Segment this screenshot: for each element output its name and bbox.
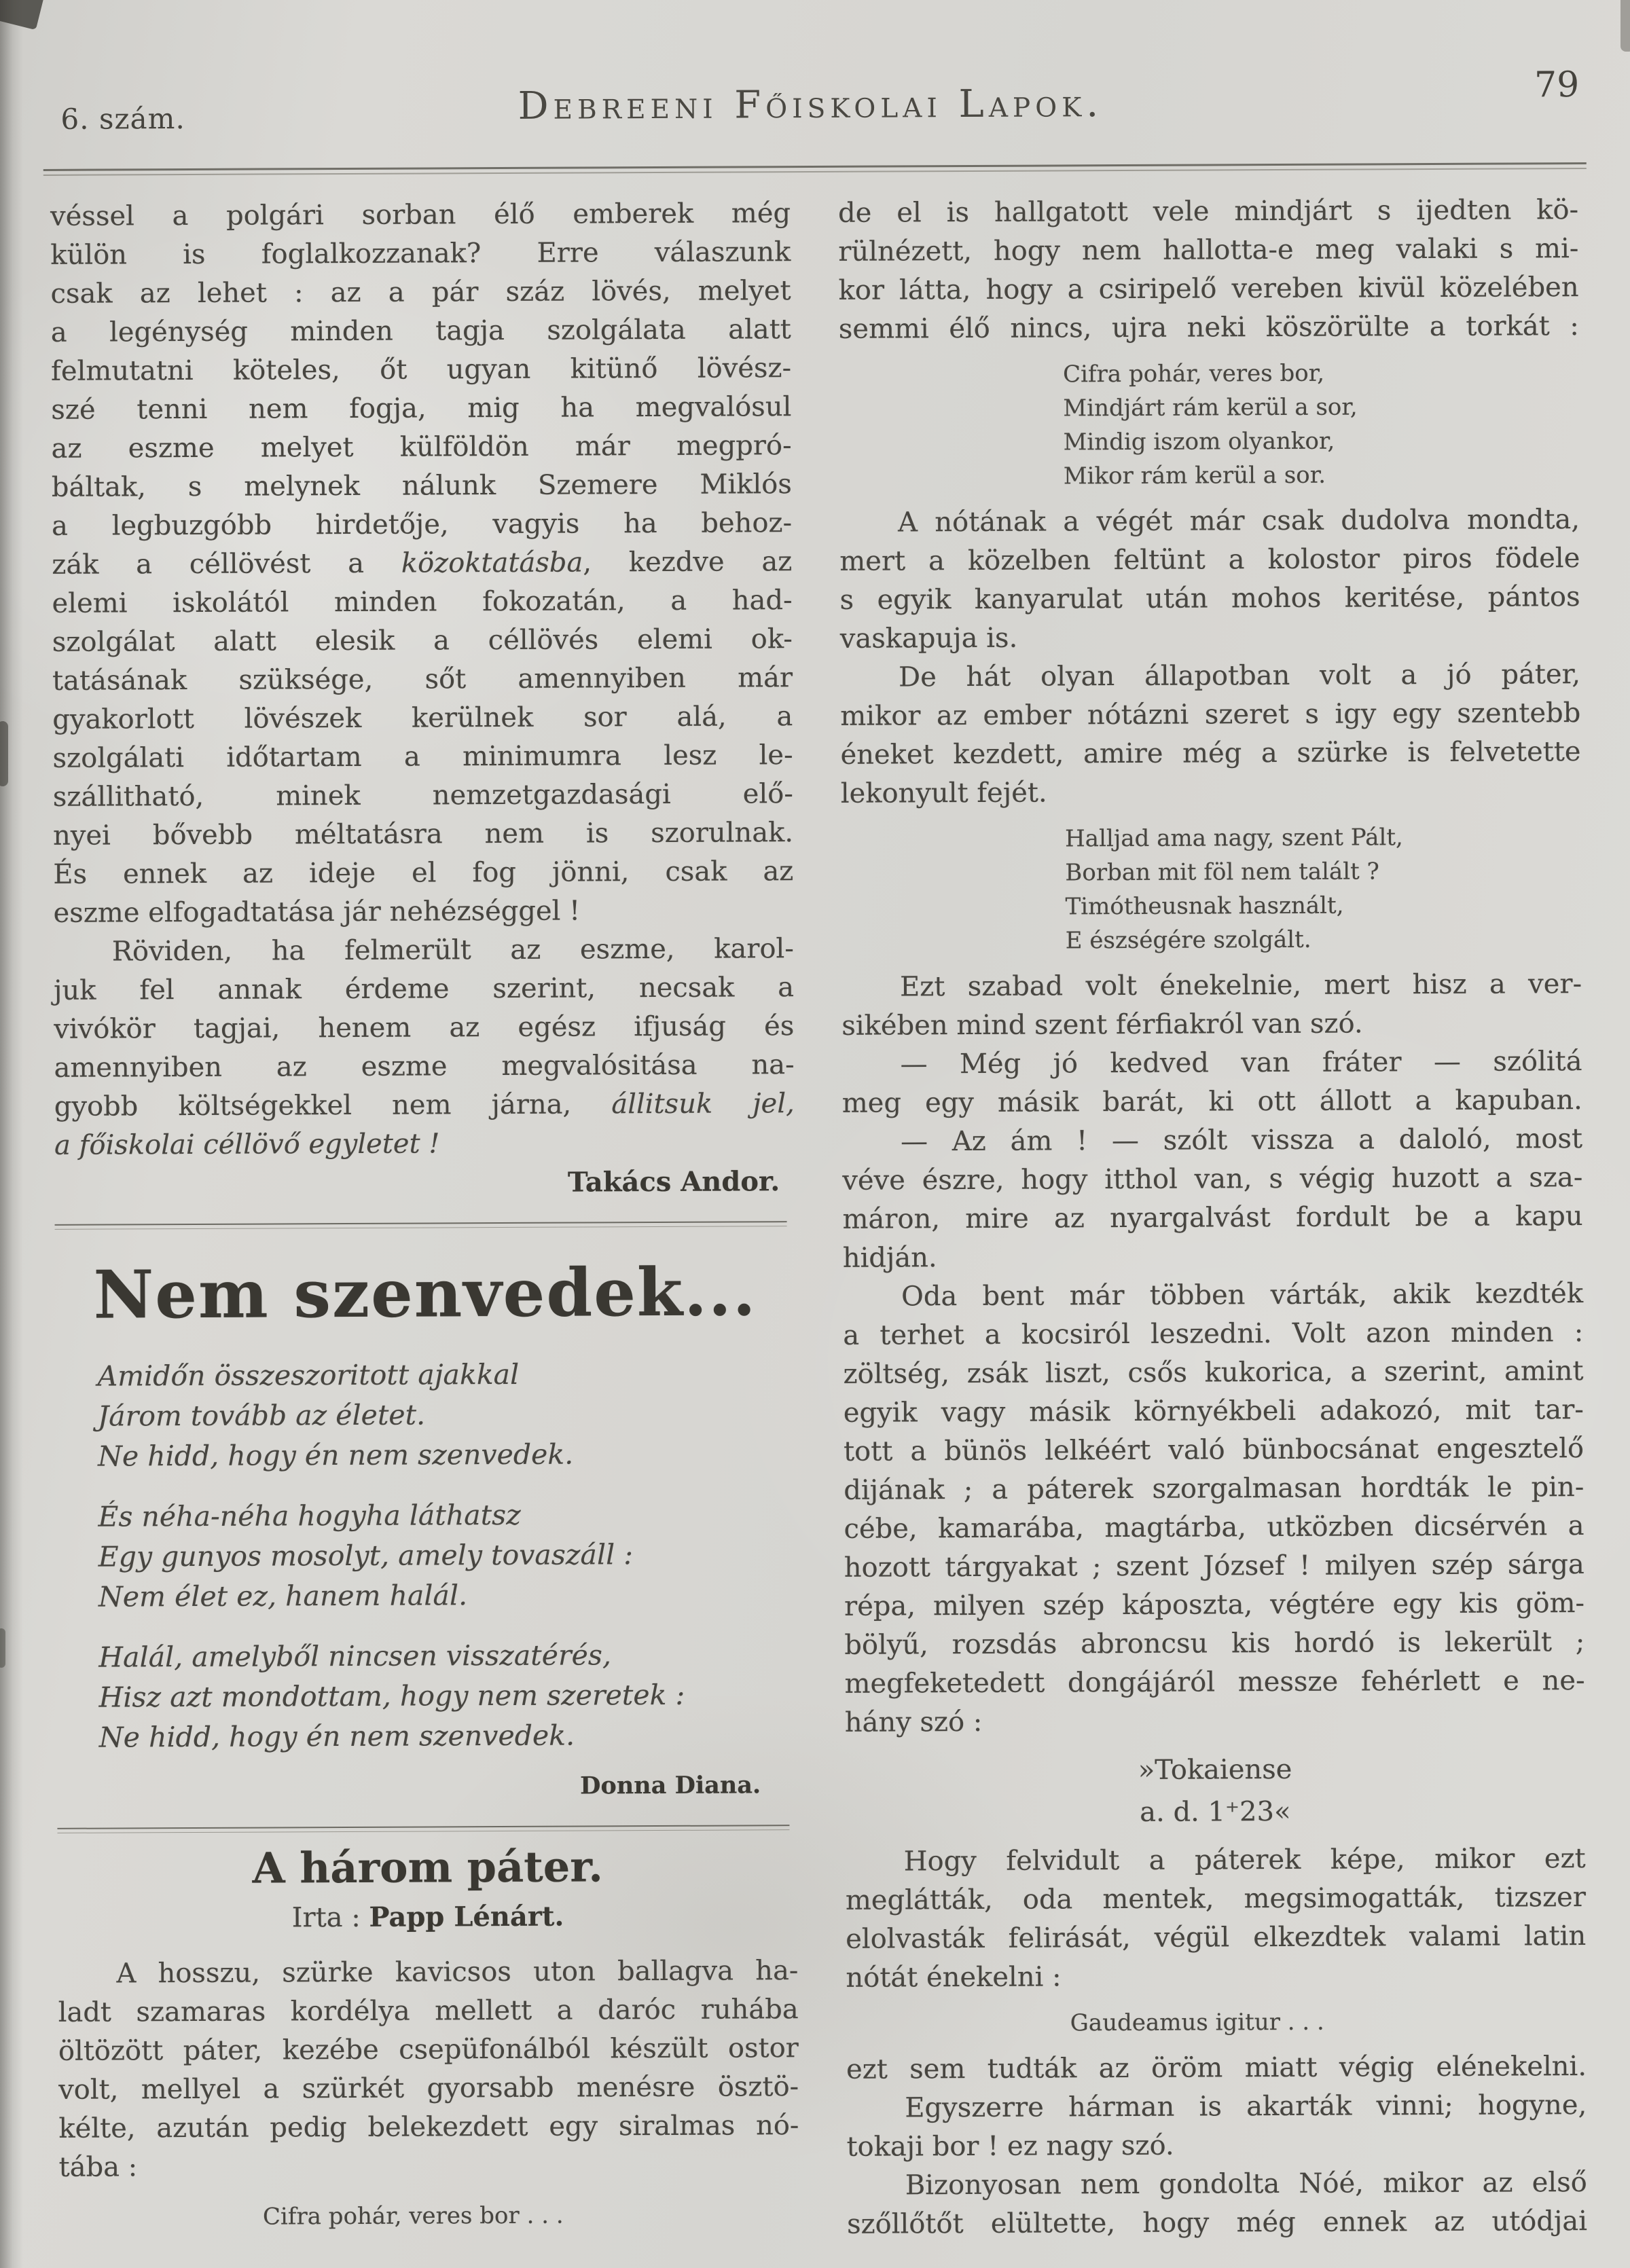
text-line: gyobb költségekkel nem járna, állitsuk jel, xyxy=(54,1088,795,1122)
text-line: Mikor rám kerül a sor. xyxy=(1063,461,1326,490)
text-line: Cifra pohár, veres bor, xyxy=(1063,359,1325,388)
text-line: tába : xyxy=(58,2151,138,2183)
text-line: — Az ám ! — szólt vissza a daloló, most xyxy=(900,1123,1583,1158)
text-line: Járom tovább az életet. xyxy=(97,1398,426,1433)
text-line: Ne hidd, hogy én nem szenvedek. xyxy=(97,1438,574,1473)
poem-stanza xyxy=(98,1634,797,1757)
text-line: Gaudeamus igitur . . . xyxy=(1070,2008,1324,2037)
text-line: tott a bünös lelkéért való bünbocsánat engesztelő xyxy=(843,1433,1584,1467)
text-line: Ezt szabad volt énekelnie, mert hisz a ver- xyxy=(899,968,1582,1003)
story-paragraph xyxy=(839,500,1580,659)
issue-number: 6. szám. xyxy=(60,102,185,136)
text-line: véve észre, hogy itthol van, s végig huzott a sza- xyxy=(842,1162,1583,1196)
poem-title: Nem szenvedek... xyxy=(93,1253,757,1334)
story-paragraph xyxy=(847,2163,1587,2244)
text-line: Amidőn összeszoritott ajakkal xyxy=(97,1357,520,1393)
text-line: ezt sem tudták az öröm miatt végig elénekelni. xyxy=(846,2051,1587,2085)
text-line: Mindig iszom olyankor, xyxy=(1063,427,1335,456)
text-line: sikében mind szent férfiakról van szó. xyxy=(841,1008,1363,1042)
text-line: Hogy felvidult a páterek képe, mikor ezt xyxy=(903,1843,1586,1878)
song-verse xyxy=(263,2197,799,2233)
text-line: Mindjárt rám kerül a sor, xyxy=(1063,393,1358,422)
byline-author: Papp Lénárt. xyxy=(369,1900,564,1933)
text-line: mert a közelben feltünt a kolostor piros födele xyxy=(839,543,1580,577)
text-line: Röviden, ha felmerült az eszme, karol- xyxy=(111,933,794,968)
text-line: ladt szamaras kordélya mellett a daróc ruhába xyxy=(58,1994,799,2028)
text-line: Bizonyosan nem gondolta Nóé, mikor az első xyxy=(905,2167,1587,2201)
story-paragraph xyxy=(841,965,1582,1046)
song-verse xyxy=(1063,355,1580,493)
text-line: a főiskolai céllövő egyletet ! xyxy=(54,1128,440,1161)
story-paragraph xyxy=(840,655,1581,813)
text-line: Ne hidd, hogy én nem szenvedek. xyxy=(98,1719,575,1754)
text-line: nyei bővebb méltatásra nem is szorulnak. xyxy=(52,817,794,852)
text-line: Oda bent már többen várták, akik kezdték xyxy=(901,1278,1584,1313)
text-line: vivókör tagjai, henem az egész ifjuság és xyxy=(54,1010,795,1045)
text-line: a legbuzgóbb hirdetője, vagyis ha behoz- xyxy=(51,507,793,542)
text-line: véssel a polgári sorban élő emberek még xyxy=(50,198,791,232)
text-line: máron, mire az nyargalvást fordult be a kapu xyxy=(842,1201,1583,1235)
text-line: répa, milyen szép káposzta, végtére egy kis göm- xyxy=(844,1588,1585,1622)
text-line: Borban mit föl nem talált ? xyxy=(1065,858,1379,887)
text-line: szolgálati időtartam a minimumra lesz le- xyxy=(52,739,793,774)
text-line: volt, mellyel a szürkét gyorsabb menésre ösztö- xyxy=(58,2071,799,2106)
text-line: semmi élő nincs, ujra neki köszörülte a torkát : xyxy=(838,310,1579,345)
text-line: A hosszu, szürke kavicsos uton ballagva ha- xyxy=(116,1955,799,1990)
text-line: Egyszerre hárman is akarták vinni; hogyne, xyxy=(905,2089,1587,2124)
text-line: a legénység minden tagja szolgálata alatt xyxy=(50,314,791,348)
text-line: a. d. 1⁺23« xyxy=(1140,1795,1291,1828)
text-line: zák a céllövést a közoktatásba, kezdve az xyxy=(52,546,793,581)
text-line: Cifra pohár, veres bor . . . xyxy=(262,2201,564,2231)
story-paragraph xyxy=(841,1042,1582,1123)
text-line: szállitható, minek nemzetgazdasági elő- xyxy=(52,778,793,813)
text-line: meg egy másik barát, ki ott állott a kapuban. xyxy=(841,1084,1582,1119)
text-line: vaskapuja is. xyxy=(839,622,1018,655)
text-line: de el is hallgatott vele mindjárt s ijedten kö- xyxy=(837,194,1579,229)
text-line: öltözött páter, kezébe csepüfonálból készült ostor xyxy=(58,2032,799,2067)
right-column xyxy=(838,168,1587,2268)
story-byline xyxy=(58,1896,798,1939)
story-paragraph xyxy=(58,1952,799,2187)
text-line: szé tenni nem fogja, mig ha megvalósul xyxy=(51,391,792,426)
text-line: elemi iskolától minden fokozatán, a had- xyxy=(52,585,793,619)
text-line: De hát olyan állapotban volt a jó páter, xyxy=(898,659,1581,693)
text-line: gyakorlott lövészek kerülnek sor alá, a xyxy=(52,701,793,735)
story-paragraph xyxy=(846,1840,1587,1998)
text-line: éneket kezdett, amire még a szürke is felvetette xyxy=(840,736,1581,771)
left-column xyxy=(50,171,799,2268)
text-line: Nem élet ez, hanem halál. xyxy=(98,1579,468,1613)
text-line: csak az lehet : az a pár száz lövés, melyet xyxy=(50,275,791,310)
text-line: megfeketedett dongájáról messze fehérlett e ne- xyxy=(844,1665,1585,1700)
story-paragraph xyxy=(842,1120,1583,1278)
byline-prefix: Irta : xyxy=(291,1901,361,1934)
text-line: lekonyult fejét. xyxy=(840,777,1047,809)
text-line: szőllőtőt elültette, hogy még ennek az utódjai xyxy=(846,2206,1588,2240)
poem-stanza xyxy=(97,1353,796,1476)
text-line: meglátták, oda mentek, megsimogatták, tizszer xyxy=(845,1882,1587,1916)
text-line: mikor az ember nótázni szeret s igy egy szentebb xyxy=(840,697,1581,732)
story-title: A három páter. xyxy=(252,1842,604,1893)
text-line: Timótheusnak használt, xyxy=(1065,892,1344,921)
masthead-title: Debreeni Főiskolai Lapok. xyxy=(518,81,1104,128)
text-line: És néha-néha hogyha láthatsz xyxy=(98,1498,521,1533)
text-line: elolvasták felirását, végül elkezdtek valami latin xyxy=(846,1920,1587,1955)
article-paragraph xyxy=(54,930,795,1165)
article-author-signature: Takács Andor. xyxy=(567,1165,780,1199)
text-line: E észségére szolgált. xyxy=(1065,926,1311,955)
page-number: 79 xyxy=(1534,65,1580,106)
section-divider xyxy=(57,1825,789,1833)
text-line: bölyű, rozsdás abroncsu kis hordó is lekerült ; xyxy=(844,1626,1585,1661)
text-line: tokaji bor ! ez nagy szó. xyxy=(846,2129,1174,2163)
text-line: zöltség, zsák liszt, csős kukorica, a szerint, amint xyxy=(843,1355,1584,1390)
page-header xyxy=(0,0,1626,173)
text-line: cébe, kamarába, magtárba, utközben dicsérvén a xyxy=(844,1510,1584,1545)
text-line: dijának ; a páterek szorgalmasan hordták le pin- xyxy=(844,1471,1584,1506)
song-verse xyxy=(1065,820,1582,957)
text-line: az eszme melyet külföldön már megpró- xyxy=(51,430,792,464)
poem-stanza xyxy=(98,1494,797,1617)
text-line: nótát énekelni : xyxy=(846,1961,1062,1994)
text-line: amennyiben az eszme megvalósitása na- xyxy=(54,1049,795,1084)
text-line: kélte, azután pedig belekezdett egy siralmas nó- xyxy=(58,2110,799,2144)
text-line: És ennek az ideje el fog jönni, csak az xyxy=(53,856,794,890)
text-line: kor látta, hogy a csiripelő vereben kivül közelében xyxy=(838,272,1579,306)
text-line: juk fel annak érdeme szerint, necsak a xyxy=(53,972,795,1006)
story-paragraph xyxy=(843,1275,1585,1742)
section-divider xyxy=(55,1221,787,1230)
story-paragraph xyxy=(846,2047,1587,2089)
text-line: hozott tárgyakat ; szent József ! milyen szép sárga xyxy=(844,1549,1584,1584)
text-line: A nótának a végét már csak dudolva mondta, xyxy=(897,504,1580,538)
story-paragraph xyxy=(838,191,1579,349)
text-line: Hisz azt mondottam, hogy nem szeretek : xyxy=(98,1678,685,1714)
text-line: tatásának szüksége, sőt amennyiben már xyxy=(52,662,793,697)
two-column-body xyxy=(50,168,1587,2268)
text-line: hidján. xyxy=(842,1242,937,1274)
text-line: rülnézett, hogy nem hallotta-e meg valaki s mi- xyxy=(838,233,1579,268)
text-line: Halljad ama nagy, szent Pált, xyxy=(1065,824,1403,853)
song-verse xyxy=(1070,2004,1587,2040)
text-line: a terhet a kocsiról leszedni. Volt azon minden : xyxy=(843,1317,1584,1351)
text-line: felmutatni köteles, őt ugyan kitünő lövész- xyxy=(50,352,792,387)
barrel-inscription xyxy=(845,1747,1586,1835)
story-paragraph xyxy=(846,2086,1587,2167)
text-line: Egy gunyos mosolyt, amely tovaszáll : xyxy=(98,1538,634,1573)
article-paragraph xyxy=(50,194,794,933)
text-line: hány szó : xyxy=(844,1706,983,1738)
poem-author-signature: Donna Diana. xyxy=(580,1771,761,1800)
text-line: külön is foglalkozzanak? Erre válaszunk xyxy=(50,236,791,271)
text-line: báltak, s melynek nálunk Szemere Miklós xyxy=(51,469,792,503)
text-line: eszme elfogadtatása jár nehézséggel ! xyxy=(53,895,581,929)
text-line: Halál, amelyből nincsen visszatérés, xyxy=(98,1639,612,1674)
text-line: egyik vagy másik környékbeli adakozó, mit tar- xyxy=(843,1394,1584,1429)
text-line: szolgálat alatt elesik a céllövés elemi ok- xyxy=(52,623,793,658)
text-line: — Még jó kedved van fráter — szólitá xyxy=(900,1046,1582,1080)
text-line: s egyik kanyarulat után mohos keritése, pántos xyxy=(839,581,1580,616)
text-line: »Tokaiense xyxy=(1138,1753,1292,1786)
